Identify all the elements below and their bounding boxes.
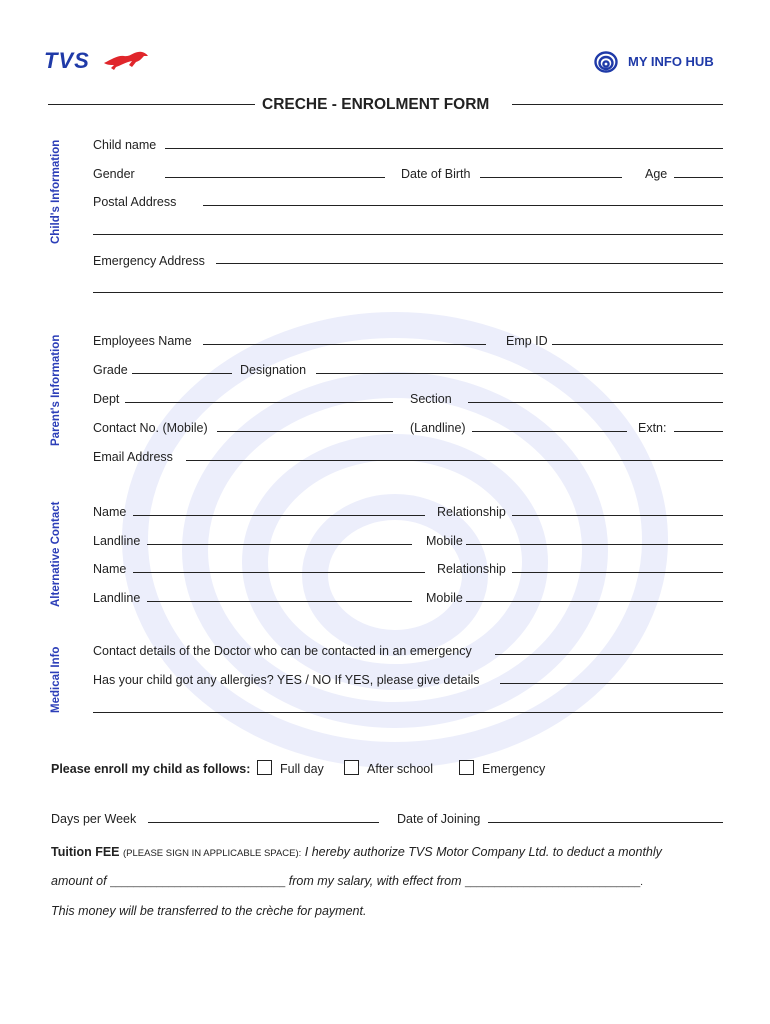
grade-field[interactable]: [132, 357, 232, 373]
alt-name-1-field[interactable]: [133, 499, 425, 515]
doctor-contact-label: Contact details of the Doctor who can be contacted in an emergency: [93, 644, 472, 658]
age-line: [674, 177, 723, 178]
section-line: [468, 402, 723, 403]
date-of-joining-field[interactable]: [488, 806, 723, 822]
landline-field[interactable]: [472, 415, 627, 431]
child-name-line: [165, 148, 723, 149]
section-label-parent: Parent's Information: [50, 334, 62, 446]
alt-mobile-1-label: Mobile: [426, 534, 463, 548]
alt-relationship-2-line: [512, 572, 723, 573]
amount-blank[interactable]: ______________________________: [110, 876, 286, 888]
alt-landline-2-label: Landline: [93, 591, 141, 605]
title-rule-right: [512, 104, 723, 105]
alt-mobile-1-line: [466, 544, 723, 545]
emergency-address-field-2[interactable]: [93, 277, 723, 293]
allergies-label: Has your child got any allergies? YES / NO If YES, please give details: [93, 673, 480, 687]
full-day-checkbox[interactable]: [257, 760, 272, 775]
email-address-line: [186, 460, 723, 461]
days-per-week-line: [148, 822, 379, 823]
postal-address-line-2: [93, 234, 723, 235]
grade-line: [132, 373, 232, 374]
transfer-note: This money will be transferred to the crèche for payment.: [51, 904, 367, 918]
tuition-statement: [51, 845, 662, 861]
child-name-label: Child name: [93, 138, 157, 152]
dept-label: Dept: [93, 392, 120, 406]
child-name-field[interactable]: [165, 133, 723, 149]
section-label-medical: Medical Info: [50, 646, 62, 713]
section-label-child: Child's Information: [50, 139, 62, 244]
emergency-label: Emergency: [482, 762, 546, 776]
dob-label: Date of Birth: [401, 167, 471, 181]
brand-wordmark: TVS: [44, 48, 90, 73]
section-label-alternative: Alternative Contact: [50, 501, 62, 607]
enroll-prompt: Please enroll my child as follows:: [51, 762, 251, 776]
landline-line: [472, 431, 627, 432]
extn-label: Extn:: [638, 421, 667, 435]
dept-line: [125, 402, 393, 403]
alt-landline-1-label: Landline: [93, 534, 141, 548]
amount-prefix: amount of: [51, 874, 107, 888]
postal-address-line: [203, 205, 723, 206]
date-of-joining-label: Date of Joining: [397, 812, 481, 826]
email-address-label: Email Address: [93, 450, 173, 464]
tuition-note: (PLEASE SIGN IN APPLICABLE SPACE):: [123, 848, 302, 859]
contact-mobile-line: [217, 431, 393, 432]
doctor-contact-line: [495, 654, 723, 655]
doctor-contact-field[interactable]: [495, 638, 723, 654]
alt-name-1-line: [133, 515, 425, 516]
dob-field[interactable]: [480, 161, 622, 177]
designation-field[interactable]: [316, 357, 723, 373]
gender-line: [165, 177, 385, 178]
allergies-line-2: [93, 712, 723, 713]
alt-landline-1-field[interactable]: [147, 528, 412, 544]
alt-landline-1-line: [147, 544, 412, 545]
alt-relationship-2-label: Relationship: [437, 562, 506, 576]
emp-id-line: [552, 344, 723, 345]
grade-label: Grade: [93, 363, 128, 377]
age-field[interactable]: [674, 161, 723, 177]
after-school-label: After school: [367, 762, 434, 776]
hub-label: MY INFO HUB: [628, 54, 714, 69]
info-hub-icon: [594, 51, 618, 73]
designation-label: Designation: [240, 363, 307, 377]
postal-address-field[interactable]: [203, 190, 723, 206]
emergency-address-line: [216, 263, 723, 264]
dept-field[interactable]: [125, 386, 393, 402]
section-label: Section: [410, 392, 452, 406]
gender-label: Gender: [93, 167, 135, 181]
emp-id-field[interactable]: [552, 328, 723, 344]
postal-address-label: Postal Address: [93, 195, 177, 209]
days-per-week-field[interactable]: [148, 806, 379, 822]
alt-landline-2-field[interactable]: [147, 585, 412, 601]
form-title: CRECHE - ENROLMENT FORM: [262, 96, 490, 113]
employee-name-line: [203, 344, 486, 345]
allergies-line: [500, 683, 723, 684]
alt-mobile-1-field[interactable]: [466, 528, 723, 544]
extn-field[interactable]: [674, 415, 723, 431]
alt-relationship-2-field[interactable]: [512, 556, 723, 572]
days-per-week-label: Days per Week: [51, 812, 137, 826]
horse-icon: [102, 49, 154, 71]
alt-name-2-line: [133, 572, 425, 573]
emp-id-label: Emp ID: [506, 334, 548, 348]
contact-mobile-field[interactable]: [217, 415, 393, 431]
employee-name-field[interactable]: [203, 328, 486, 344]
allergies-field[interactable]: [500, 667, 723, 683]
emergency-checkbox[interactable]: [459, 760, 474, 775]
email-address-field[interactable]: [186, 444, 723, 460]
employee-name-label: Employees Name: [93, 334, 192, 348]
tvs-logo: [44, 48, 90, 74]
postal-address-field-2[interactable]: [93, 219, 723, 235]
alt-mobile-2-label: Mobile: [426, 591, 463, 605]
tuition-label: Tuition FEE: [51, 845, 120, 859]
alt-mobile-2-line: [466, 601, 723, 602]
designation-line: [316, 373, 723, 374]
alt-landline-2-line: [147, 601, 412, 602]
extn-line: [674, 431, 723, 432]
alt-relationship-1-label: Relationship: [437, 505, 506, 519]
allergies-field-2[interactable]: [93, 696, 723, 712]
date-of-joining-line: [488, 822, 723, 823]
tuition-amount-row: [51, 874, 643, 889]
title-rule-left: [48, 104, 255, 105]
tuition-authorization: I hereby authorize TVS Motor Company Ltd. to deduct a monthly: [304, 845, 662, 859]
alt-name-2-label: Name: [93, 562, 127, 576]
full-day-label: Full day: [280, 762, 324, 776]
emergency-address-field[interactable]: [216, 248, 723, 264]
alt-name-2-field[interactable]: [133, 556, 425, 572]
effective-date-blank[interactable]: ______________________________.: [464, 876, 644, 888]
alt-name-1-label: Name: [93, 505, 127, 519]
dob-line: [480, 177, 622, 178]
alt-relationship-1-line: [512, 515, 723, 516]
alt-mobile-2-field[interactable]: [466, 585, 723, 601]
after-school-checkbox[interactable]: [344, 760, 359, 775]
emergency-address-line-2: [93, 292, 723, 293]
salary-text: from my salary, with effect from: [288, 874, 462, 888]
alt-relationship-1-field[interactable]: [512, 499, 723, 515]
age-label: Age: [645, 167, 668, 181]
emergency-address-label: Emergency Address: [93, 254, 205, 268]
section-field[interactable]: [468, 386, 723, 402]
gender-field[interactable]: [165, 161, 385, 177]
landline-label: (Landline): [410, 421, 466, 435]
contact-mobile-label: Contact No. (Mobile): [93, 421, 208, 435]
